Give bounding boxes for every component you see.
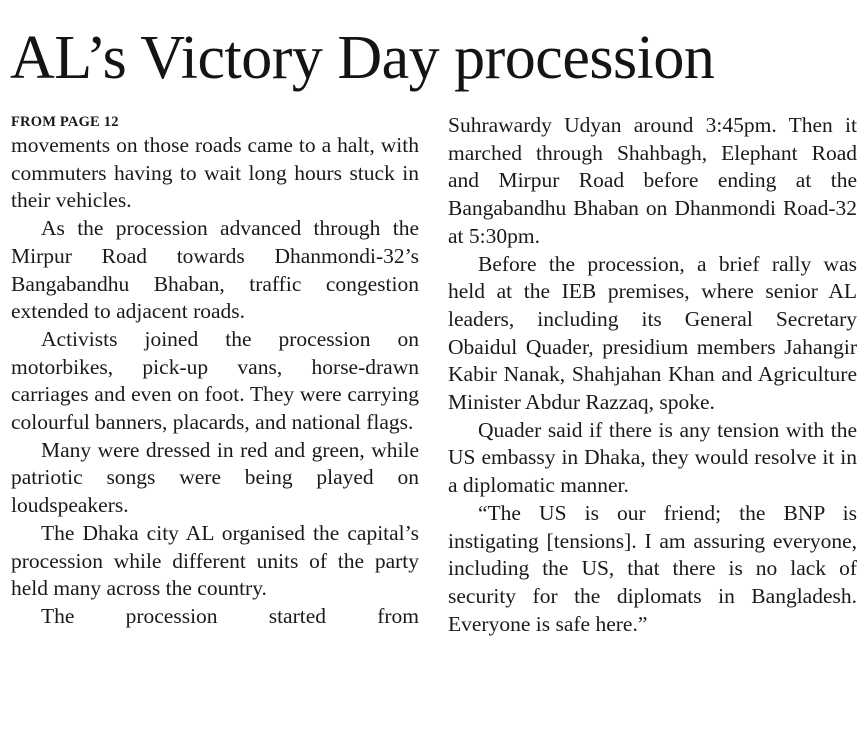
paragraph: Activists joined the procession on motorbikes, pick-up vans, horse-drawn carriages and even on foot. They were carrying colourful banners, placards, and national flags. (11, 326, 419, 435)
paragraph: As the procession advanced through the Mirpur Road towards Dhanmondi-32’s Bangabandhu Bhaban, traffic congestion extended to adjacent roads. (11, 216, 419, 324)
article-column-left (11, 112, 419, 631)
article-column-right (448, 112, 857, 638)
paragraph: “The US is our friend; the BNP is instigating [tensions]. I am assuring everyone, including the US, that there is no lack of security for the diplomats in Bangladesh. Everyone is safe here.” (448, 500, 857, 636)
headline: AL’s Victory Day procession (10, 24, 715, 92)
dateline: FROM PAGE 12 (11, 114, 119, 130)
paragraph: Many were dressed in red and green, while patriotic songs were being played on loudspeakers. (11, 437, 419, 518)
paragraph: The procession started from (41, 603, 419, 628)
paragraph: Suhrawardy Udyan around 3:45pm. Then it marched through Shahbagh, Elephant Road and Mirpur Road before ending at the Bangabandhu Bhaban on Dhanmondi Road-32 at 5:30pm. (448, 113, 857, 248)
paragraph: movements on those roads came to a halt, with commuters having to wait long hours stuck in their vehicles. (11, 133, 419, 213)
paragraph: Quader said if there is any tension with the US embassy in Dhaka, they would resolve it in a diplomatic manner. (448, 417, 857, 498)
paragraph: The Dhaka city AL organised the capital’s procession while different units of the party held many across the country. (11, 520, 419, 601)
paragraph: Before the procession, a brief rally was held at the IEB premises, where senior AL leaders, including its General Secretary Obaidul Quader, presidium members Jahangir Kabir Nanak, Shahjahan Khan and Agriculture Minister Abdur Razzaq, spoke. (448, 251, 857, 415)
